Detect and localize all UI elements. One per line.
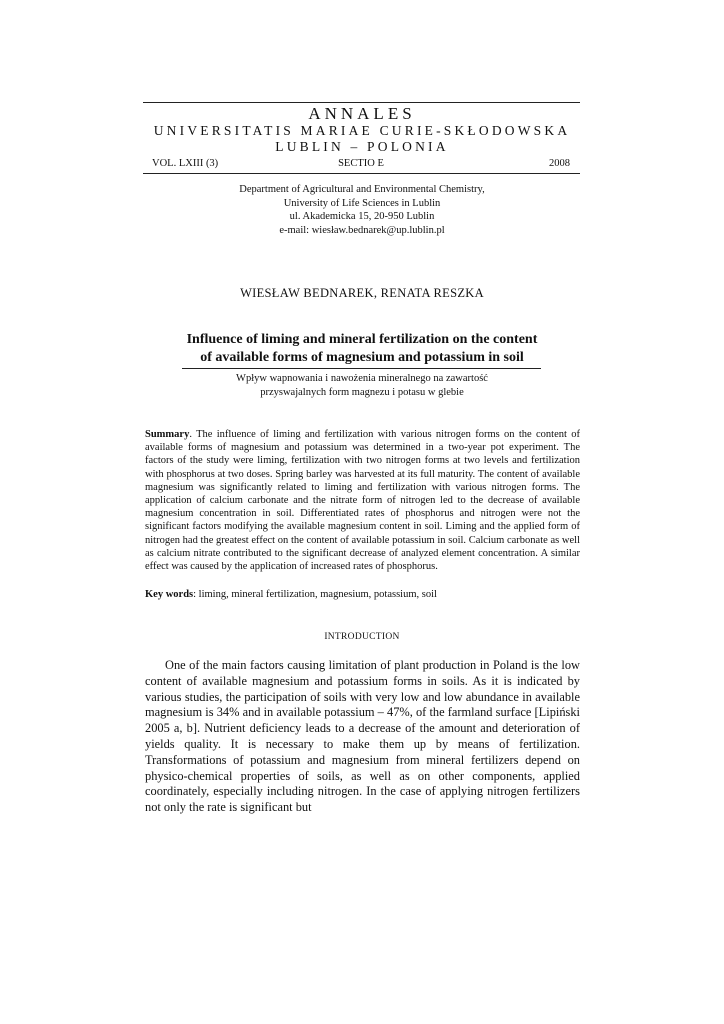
volume-label: VOL. LXIII (3)	[152, 158, 219, 169]
section-label: SECTIO E	[338, 158, 384, 169]
summary-text: . The influence of liming and fertilization with various nitrogen forms on the content of available forms of magnesium and potassium was determined in a two-year pot experiment. The factors of the study were liming, fertilization with two nitrogen forms at two levels and fertilization with phosphorus at two doses. Spring barley was harvested at its full maturity. The content of available magnesium was significantly related to liming and fertilization with various nitrogen forms. The application of calcium carbonate and the nitrate form of nitrogen led to the decrease of available magnesium concentration in soil. Differentiated rates of phosphorus and nitrogen were not the significant factors modifying the available magnesium content in soil. Liming and the applied form of nitrogen had the greatest effect on the content of available potassium in soil. Calcium carbonate as well as calcium nitrate contributed to the significant decrease of analyzed element concentration. A similar effect was caused by the application of increased rates of phosphorus.	[145, 429, 580, 573]
title-line: Influence of liming and mineral fertilization on the content	[186, 332, 538, 347]
affiliation-email: e-mail: wiesław.bednarek@up.lublin.pl	[279, 224, 445, 236]
affiliation-line: Department of Agricultural and Environmental Chemistry,	[239, 184, 485, 195]
affiliation-line: ul. Akademicka 15, 20-950 Lublin	[289, 211, 435, 222]
polish-title	[0, 372, 724, 399]
keywords-text: : liming, mineral fertilization, magnesium, potassium, soil	[193, 589, 437, 600]
summary-label: Summary	[145, 429, 190, 440]
journal-subtitle: UNIVERSITATIS MARIAE CURIE-SKŁODOWSKA	[153, 123, 571, 138]
affiliation-line: University of Life Sciences in Lublin	[283, 197, 441, 209]
polish-title-line: Wpływ wapnowania i nawożenia mineralnego na zawartość	[236, 373, 488, 384]
paper-title	[0, 331, 724, 367]
top-rule	[143, 102, 580, 103]
introduction-text: One of the main factors causing limitation of plant production in Poland is the low content of available magnesium and potassium forms in soils. As it is indicated by various studies, the participation of soils with very low and low abundance in available magnesium is 34% and in available potassium – 47%, of the farmland surface [Lipiński 2005 a, b]. Nutrient deficiency leads to a decrease of the amount and deterioration of yields quality. It is necessary to make them up by means of fertilization. Transformations of potassium and magnesium from mineral fertilizers depend on physico-chemical properties of soils, as well as on other components, applied coordinately, especially including nitrogen. In the case of applying nitrogen fertilizers not only the rate is significant but	[145, 658, 580, 815]
keywords	[145, 588, 580, 601]
authors: WIESŁAW BEDNAREK, RENATA RESZKA	[240, 286, 484, 300]
year-label: 2008	[549, 158, 570, 169]
summary	[145, 428, 580, 573]
keywords-label: Key words	[145, 589, 194, 600]
title-rule	[182, 368, 541, 369]
polish-title-line: przyswajalnych form magnezu i potasu w glebie	[260, 386, 464, 398]
journal-place: LUBLIN – POLONIA	[275, 139, 449, 154]
introduction-heading: INTRODUCTION	[324, 632, 400, 642]
title-line: of available forms of magnesium and potassium in soil	[200, 350, 524, 365]
journal-title: ANNALES	[308, 104, 416, 123]
header-rule	[143, 173, 580, 174]
affiliation	[0, 183, 724, 237]
